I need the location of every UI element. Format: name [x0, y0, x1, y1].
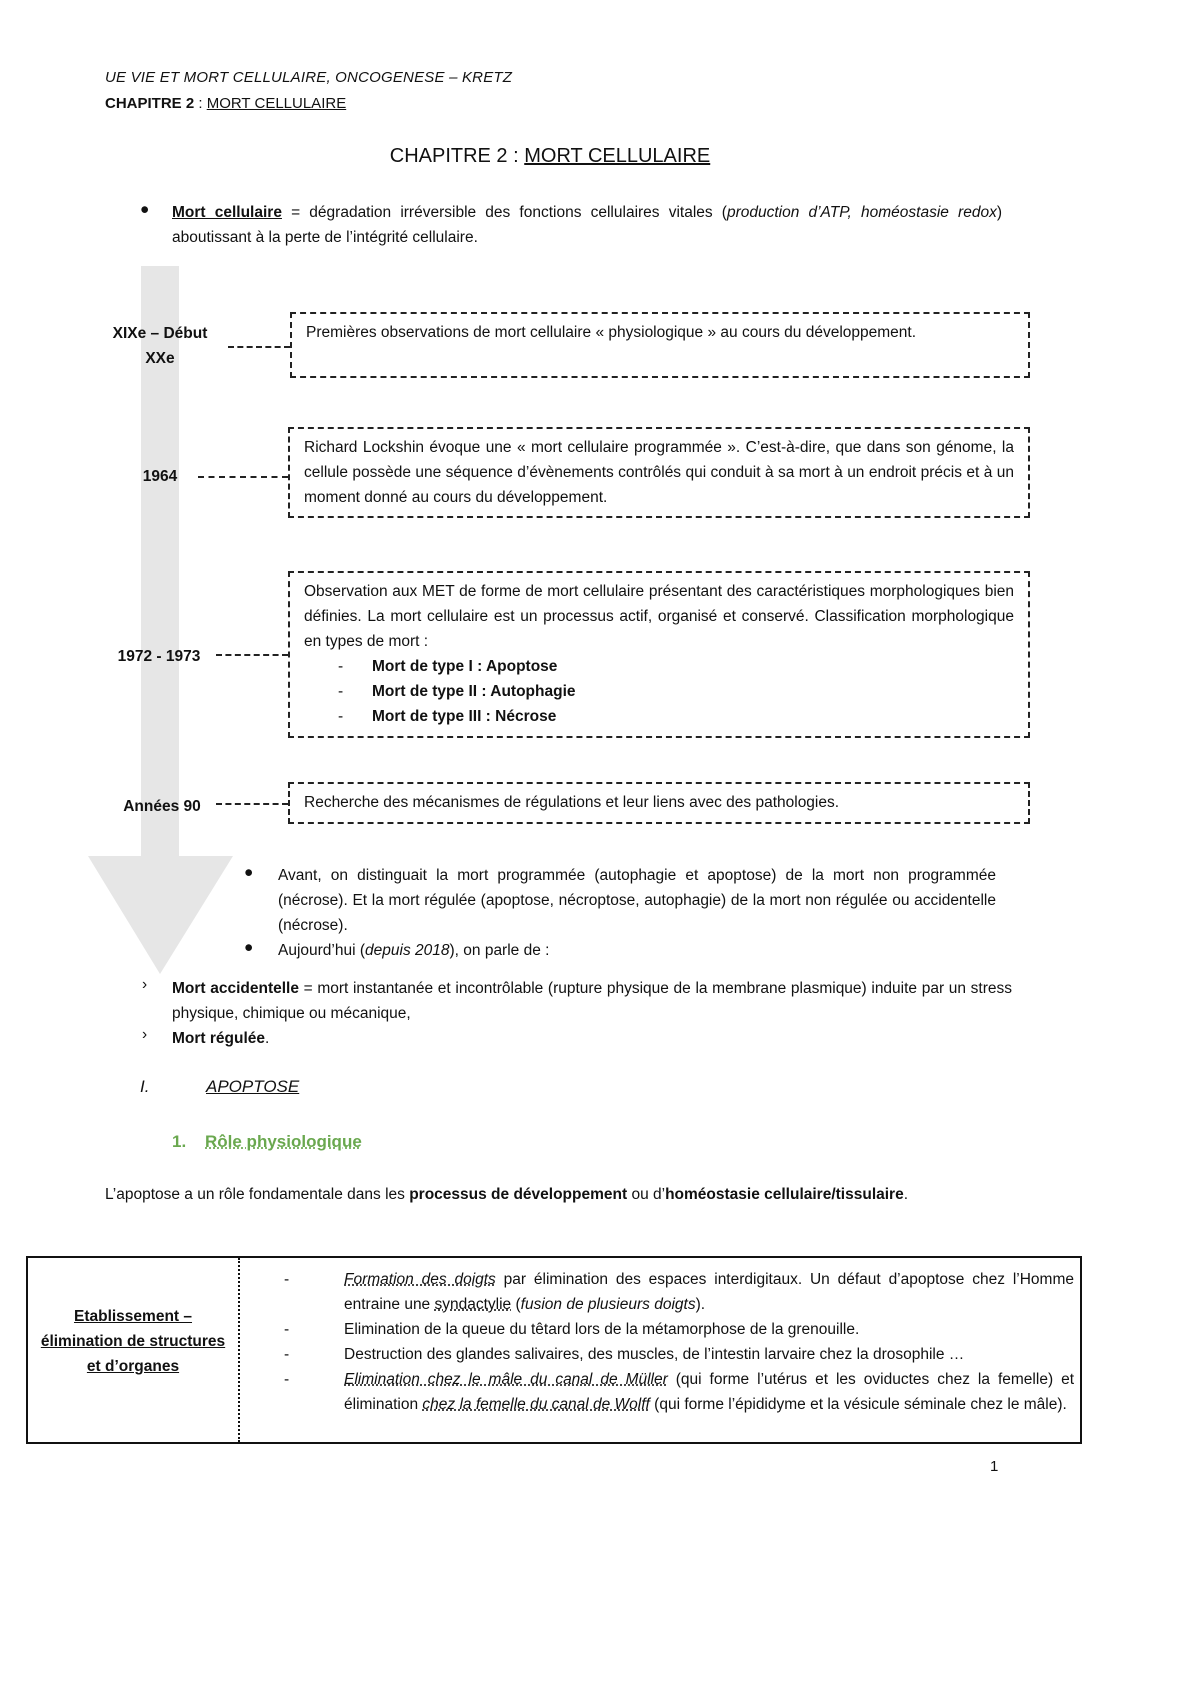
table-row1-text-1: par élimination des espaces interdigitaux. Un défaut d’apoptose chez l’Homme entraine une: [344, 1271, 1074, 1313]
table-row4-text-2: (qui forme l’épididyme et la vésicule séminale chez le mâle).: [649, 1396, 1067, 1413]
definition-term: Mort cellulaire: [172, 204, 282, 221]
subsection-title: Rôle physiologique: [205, 1132, 362, 1151]
bullet-dot-icon: ●: [244, 939, 254, 956]
timeline-box-xix: [290, 312, 1030, 378]
intro-bold-1: processus de développement: [409, 1186, 628, 1203]
regulated-death-item: [172, 1026, 1012, 1051]
table-row4-italic-1: Elimination chez le mâle du canal de Müller: [344, 1371, 668, 1388]
timeline-label-xix: [100, 321, 220, 371]
timeline-label-90s: Années 90: [123, 798, 201, 815]
accidental-death-text: = mort instantanée et incontrôlable (rupture physique de la membrane plasmique) induite par un stress physique, chimique ou mécanique,: [172, 980, 1012, 1022]
intro-paragraph: [105, 1182, 1003, 1207]
table-row1-term: syndactylie: [434, 1296, 512, 1313]
page-title-prefix: CHAPITRE 2 :: [389, 145, 525, 167]
table-row1-text-2: (: [511, 1296, 521, 1313]
table-row1-link: Formation des doigts: [344, 1271, 496, 1288]
table-row: - Formation des doigts par élimination des espaces interdigitaux. Un défaut d’apoptose chez l’Homme entraine une syndactylie (fusion de plusieurs doigts).: [284, 1271, 1074, 1313]
note-before: Avant, on distinguait la mort programmée (autophagie et apoptose) de la mort non programmée (nécrose). Et la mort régulée (apoptose, nécroptose, autophagie) de la mort non régulée ou accidentelle (nécrose).: [278, 867, 996, 934]
timeline-box-90s: [288, 782, 1030, 824]
death-type-2: Mort de type II : Autophagie: [372, 683, 576, 700]
table-heading: Etablissement – élimination de structures et d’organes: [40, 1308, 226, 1375]
table-row3-text: Destruction des glandes salivaires, des muscles, de l’intestin larvaire chez la drosophile …: [344, 1346, 965, 1363]
running-header-chapter-title: MORT CELLULAIRE: [206, 95, 347, 112]
page-title-main: MORT CELLULAIRE: [524, 145, 711, 167]
timeline-connector: [216, 803, 288, 805]
section-number: I.: [140, 1077, 150, 1096]
timeline-box-text: Recherche des mécanismes de régulations et leur liens avec des pathologies.: [304, 794, 840, 811]
list-item: - Mort de type III : Nécrose: [304, 704, 1014, 729]
death-type-3: Mort de type III : Nécrose: [372, 708, 557, 725]
intro-text-2: ou d’: [627, 1186, 666, 1203]
note-today: [278, 938, 996, 963]
timeline-box-text: Observation aux MET de forme de mort cellulaire présentant des caractéristiques morphologiques bien définies. La mort cellulaire est un processus actif, organisé et conservé. Classification morphologique en types de mort :: [304, 583, 1014, 650]
table-divider: [238, 1258, 240, 1442]
intro-text-1: L’apoptose a un rôle fondamentale dans les: [105, 1186, 410, 1203]
timeline-connector: [216, 654, 288, 656]
page-title: [0, 145, 1100, 168]
note-today-text-1: Aujourd’hui (: [278, 942, 366, 959]
intro-text-3: .: [903, 1186, 909, 1203]
timeline-box-text: Premières observations de mort cellulaire « physiologique » au cours du développement.: [306, 324, 917, 341]
regulated-death-term: Mort régulée: [172, 1030, 266, 1047]
table-row4-italic-2: chez la femelle du canal de Wolff: [422, 1396, 650, 1413]
timeline-arrow-icon: [88, 266, 238, 978]
page-number: 1: [990, 1458, 999, 1475]
regulated-death-text: .: [265, 1030, 270, 1047]
running-header-course: UE VIE ET MORT CELLULAIRE, ONCOGENESE – KRETZ: [105, 69, 513, 86]
list-item: - Mort de type II : Autophagie: [304, 679, 1014, 704]
bullet-dot-icon: ●: [140, 201, 150, 218]
running-header-chapter-number: CHAPITRE 2: [105, 95, 195, 112]
timeline-label-line2: XXe: [145, 350, 175, 367]
definition-italic: production d’ATP, homéostasie redox: [726, 204, 997, 221]
timeline-label-line1: XIXe – Début: [112, 325, 208, 342]
timeline-box-1964: [288, 427, 1030, 518]
accidental-death-term: Mort accidentelle: [172, 980, 299, 997]
intro-bold-2: homéostasie cellulaire/tissulaire: [665, 1186, 904, 1203]
timeline-label-1964: 1964: [142, 468, 178, 485]
note-today-text-2: ), on parle de :: [449, 942, 550, 959]
timeline-box-1972: [288, 571, 1030, 738]
timeline-box-text: Richard Lockshin évoque une « mort cellulaire programmée ». C’est-à-dire, que dans son génome, la cellule possède une séquence d’évènements contrôlés qui conduit à sa mort à un endroit précis et à un moment donné au cours du développement.: [304, 439, 1014, 506]
timeline-connector: [228, 346, 290, 348]
table-row4-text-1: (qui forme l’utérus et les oviductes chez la femelle) et élimination: [344, 1371, 1074, 1413]
section-title: APOPTOSE: [206, 1077, 300, 1096]
table-row: - Elimination chez le mâle du canal de Müller (qui forme l’utérus et les oviductes chez la femelle) et élimination chez la femelle du canal de Wolff (qui forme l’épididyme et la vésicule séminale chez le mâle).: [284, 1371, 1074, 1413]
death-type-1: Mort de type I : Apoptose: [372, 658, 558, 675]
note-today-italic: depuis 2018: [365, 942, 450, 959]
table-row: - Elimination de la queue du têtard lors de la métamorphose de la grenouille.: [254, 1317, 1074, 1342]
table-row2-text: Elimination de la queue du têtard lors de la métamorphose de la grenouille.: [344, 1321, 860, 1338]
definition-text-2: ) aboutissant à la perte de l’intégrité cellulaire.: [172, 204, 1002, 246]
bullet-dot-icon: ●: [244, 864, 254, 881]
timeline-label-1972: 1972 - 1973: [117, 648, 201, 665]
subsection-number: 1.: [172, 1132, 187, 1151]
table-row1-text-3: ).: [695, 1296, 706, 1313]
definition-paragraph: [172, 200, 1002, 250]
running-header-chapter: [105, 95, 346, 112]
timeline-connector: [198, 476, 288, 478]
table-row1-italic: fusion de plusieurs doigts: [520, 1296, 696, 1313]
table-row: - Destruction des glandes salivaires, des muscles, de l’intestin larvaire chez la drosophile …: [254, 1342, 1074, 1367]
roles-table: [26, 1256, 1082, 1444]
table-content: [254, 1267, 1074, 1417]
list-item: - Mort de type I : Apoptose: [304, 654, 1014, 679]
accidental-death-item: [172, 976, 1012, 1026]
running-header-sep: :: [194, 95, 207, 112]
chevron-right-icon: ›: [142, 1026, 148, 1043]
definition-text-1: = dégradation irréversible des fonctions cellulaires vitales (: [281, 204, 727, 221]
chevron-right-icon: ›: [142, 976, 148, 993]
